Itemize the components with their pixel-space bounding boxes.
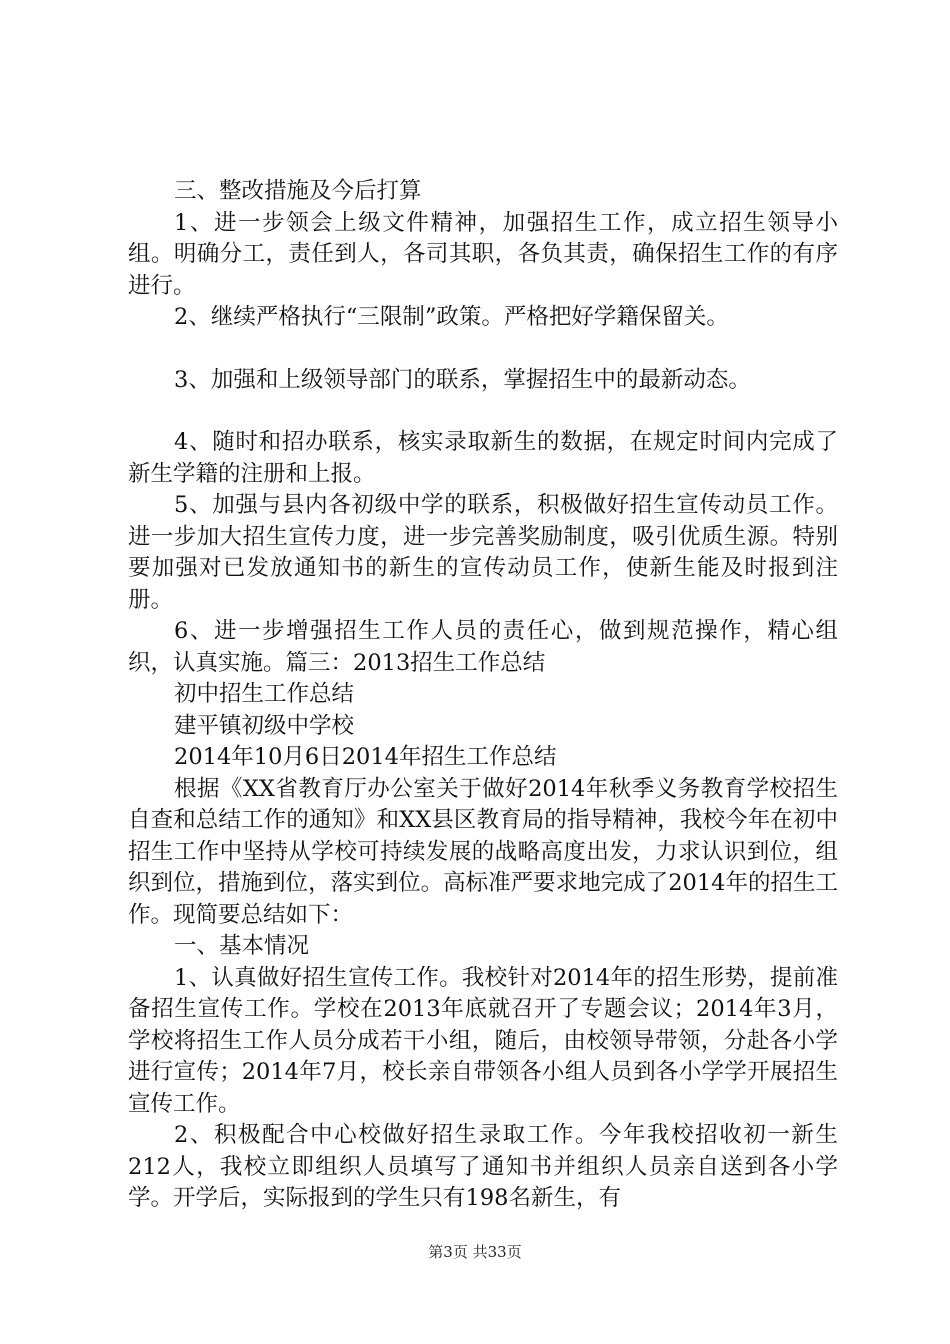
page-footer	[0, 1241, 950, 1262]
paragraph: 6、进一步增强招生工作人员的责任心，做到规范操作，精心组织，认真实施。篇三：2013招生工作总结	[128, 618, 838, 676]
paragraph: 1、进一步领会上级文件精神，加强招生工作，成立招生领导小组。明确分工，责任到人，各司其职，各负其责，确保招生工作的有序进行。	[128, 209, 838, 299]
school-name: 建平镇初级中学校	[174, 712, 355, 739]
paragraph: 4、随时和招办联系，核实录取新生的数据，在规定时间内完成了新生学籍的注册和上报。	[128, 429, 838, 487]
document-title: 初中招生工作总结	[174, 681, 355, 707]
paragraph: 2、积极配合中心校做好招生录取工作。今年我校招收初一新生212人，我校立即组织人员填写了通知书并组织人员亲自送到各小学学。开学后，实际报到的学生只有198名新生，有	[128, 1122, 838, 1211]
paragraph: 1、认真做好招生宣传工作。我校针对2014年的招生形势，提前准备招生宣传工作。学校在2013年底就召开了专题会议；2014年3月，学校将招生工作人员分成若干小组，随后，由校领导带领，分赴各小学进行宣传；2014年7月，校长亲自带领各小组人员到各小学学开展招生宣传工作。	[128, 964, 838, 1117]
section-heading: 一、基本情况	[174, 933, 310, 959]
paragraph: 根据《XX省教育厅办公室关于做好2014年秋季义务教育学校招生自查和总结工作的通知》和XX县区教育局的指导精神，我校今年在初中招生工作中坚持从学校可持续发展的战略高度出发，力求认识到位，组织到位，措施到位，落实到位。高标准严要求地完成了2014年的招生工作。现简要总结如下：	[128, 775, 838, 928]
blank-line	[128, 334, 838, 365]
paragraph: 3、加强和上级领导部门的联系，掌握招生中的最新动态。	[174, 366, 751, 393]
paragraph: 2、继续严格执行“三限制”政策。严格把好学籍保留关。	[174, 304, 729, 330]
date-line: 2014年10月6日2014年招生工作总结	[174, 744, 557, 770]
blank-line	[128, 396, 838, 427]
document-body	[128, 176, 838, 1215]
page-number: 第3页 共33页	[428, 1243, 522, 1261]
section-heading: 三、整改措施及今后打算	[174, 178, 422, 204]
paragraph: 5、加强与县内各初级中学的联系，积极做好招生宣传动员工作。进一步加大招生宣传力度，进一步完善奖励制度，吸引优质生源。特别要加强对已发放通知书的新生的宣传动员工作，使新生能及时报到注册。	[128, 492, 838, 613]
